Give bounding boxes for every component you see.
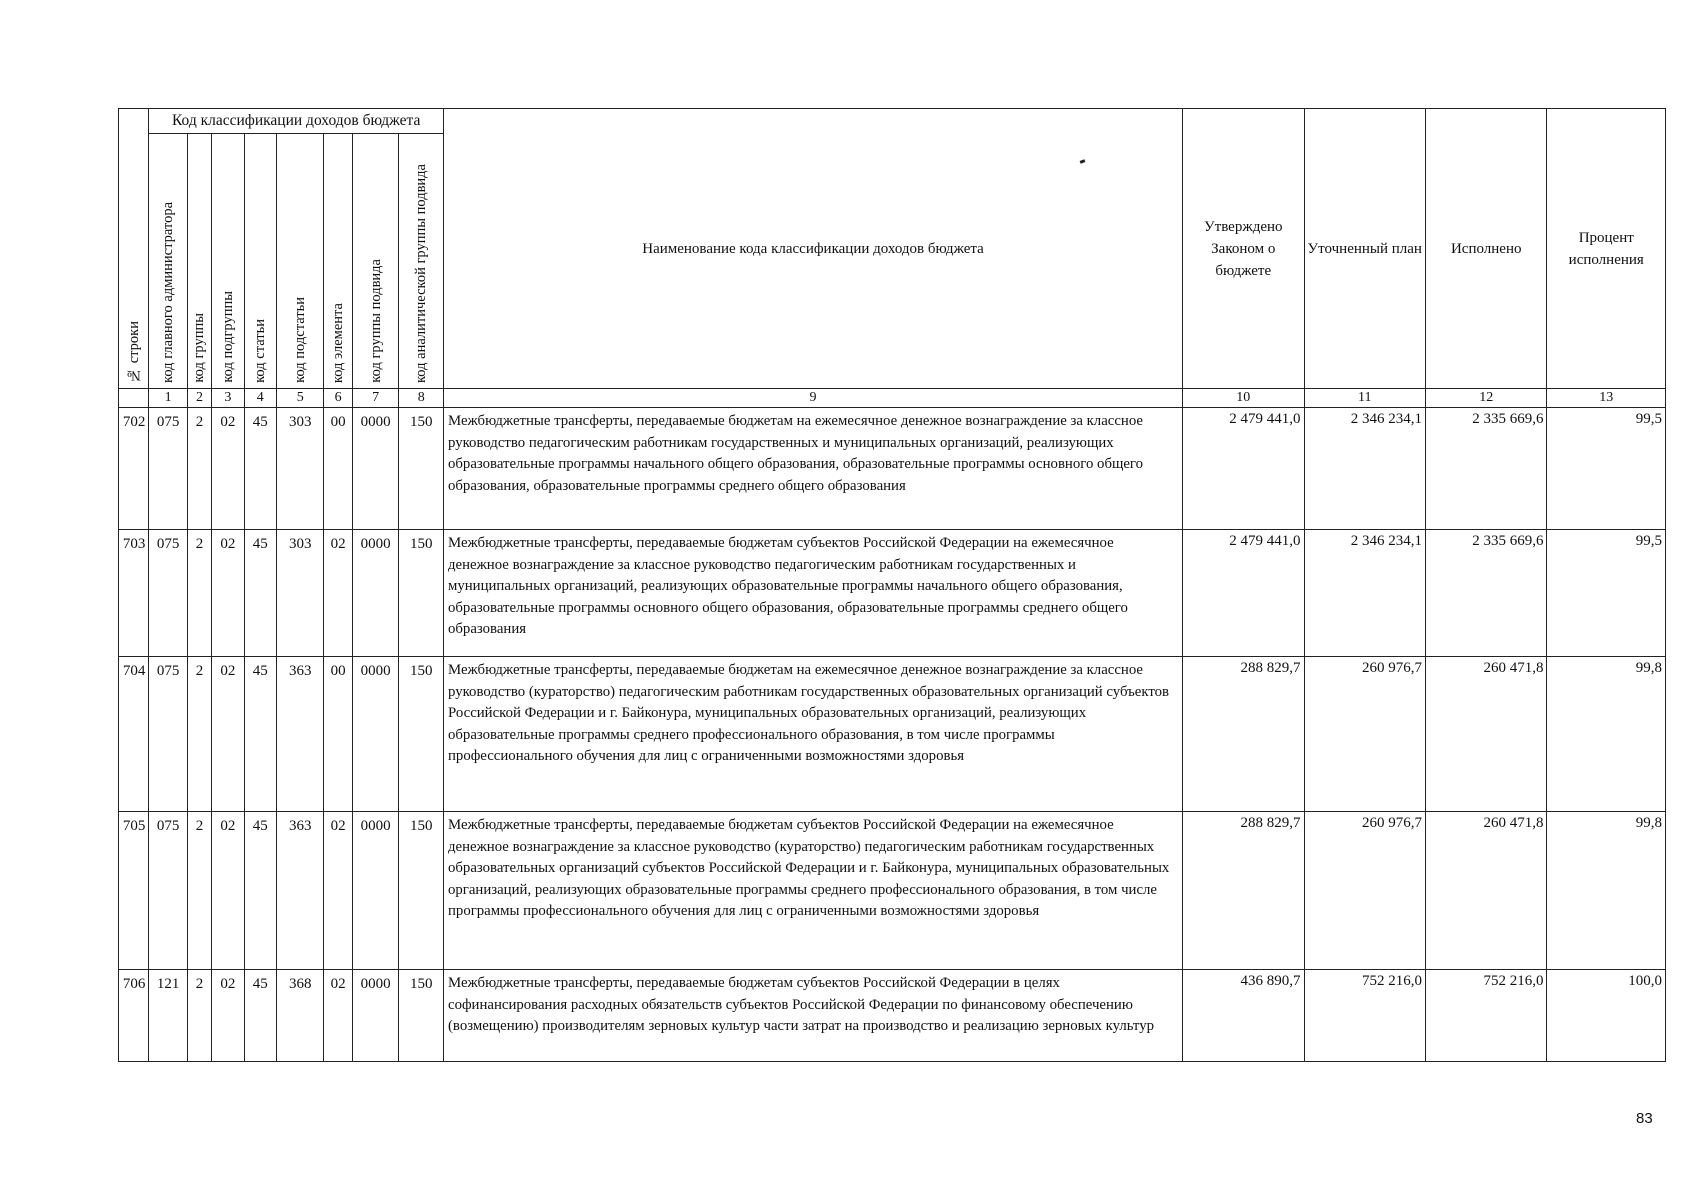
header-executed: Исполнено [1426, 109, 1547, 389]
code-cell: 02 [324, 970, 352, 1062]
column-number: 2 [187, 389, 211, 408]
code-cell: 075 [149, 530, 187, 657]
table-row [119, 408, 1666, 530]
column-number: 3 [212, 389, 244, 408]
executed-value: 2 335 669,6 [1426, 408, 1547, 530]
code-cell: 02 [212, 530, 244, 657]
budget-revenue-table [118, 108, 1666, 1062]
header-code-group-code: код группы [187, 134, 211, 389]
code-cell: 150 [399, 657, 444, 812]
row-number: 704 [119, 657, 149, 812]
code-cell: 303 [276, 408, 324, 530]
row-number: 705 [119, 812, 149, 970]
revenue-name: Межбюджетные трансферты, передаваемые бюджетам субъектов Российской Федерации в целях софинансирования расходных обязательств субъектов Российской Федерации по финансовому обеспечению (возмещению) производителям зерновых культур части затрат на производство и реализацию зерновых культур [444, 970, 1183, 1062]
approved-value: 436 890,7 [1183, 970, 1304, 1062]
column-number [119, 389, 149, 408]
code-cell: 02 [212, 812, 244, 970]
revenue-name: Межбюджетные трансферты, передаваемые бюджетам на ежемесячное денежное вознаграждение за классное руководство педагогическим работникам государственных и муниципальных организаций, реализующих образовательные программы начального общего образования, образовательные программы основного общего образования, образовательные программы среднего общего образования [444, 408, 1183, 530]
page-number: 83 [1636, 1110, 1653, 1127]
code-cell: 0000 [352, 812, 399, 970]
header-percent: Процент исполнения [1547, 109, 1666, 389]
code-cell: 02 [324, 530, 352, 657]
table-row [119, 812, 1666, 970]
header-code-element: код элемента [324, 134, 352, 389]
percent-value: 99,8 [1547, 657, 1666, 812]
code-cell: 2 [187, 530, 211, 657]
percent-value: 99,5 [1547, 530, 1666, 657]
code-cell: 363 [276, 657, 324, 812]
code-cell: 150 [399, 970, 444, 1062]
code-cell: 303 [276, 530, 324, 657]
code-cell: 075 [149, 812, 187, 970]
code-cell: 0000 [352, 657, 399, 812]
column-number: 8 [399, 389, 444, 408]
code-cell: 45 [244, 408, 276, 530]
approved-value: 2 479 441,0 [1183, 530, 1304, 657]
code-cell: 02 [324, 812, 352, 970]
percent-value: 99,8 [1547, 812, 1666, 970]
plan-value: 752 216,0 [1304, 970, 1425, 1062]
revenue-name: Межбюджетные трансферты, передаваемые бюджетам субъектов Российской Федерации на ежемесячное денежное вознаграждение за классное руководство педагогическим работникам государственных и муниципальных организаций, реализующих образовательные программы начального общего образования, образовательные программы основного общего образования, образовательные программы среднего общего образования [444, 530, 1183, 657]
table-row [119, 530, 1666, 657]
row-number: 706 [119, 970, 149, 1062]
header-code-subgroup: код подгруппы [212, 134, 244, 389]
revenue-name: Межбюджетные трансферты, передаваемые бюджетам на ежемесячное денежное вознаграждение за классное руководство (кураторство) педагогическим работникам государственных образовательных организаций субъектов Российской Федерации и г. Байконура, муниципальных образовательных организаций, реализующих образовательные программы среднего профессионального образования, в том числе программы профессионального обучения для лиц с ограниченными возможностями здоровья [444, 657, 1183, 812]
column-number: 7 [352, 389, 399, 408]
column-number: 11 [1304, 389, 1425, 408]
column-number: 1 [149, 389, 187, 408]
code-cell: 075 [149, 408, 187, 530]
executed-value: 260 471,8 [1426, 657, 1547, 812]
code-cell: 00 [324, 657, 352, 812]
code-cell: 2 [187, 408, 211, 530]
code-cell: 02 [212, 408, 244, 530]
executed-value: 752 216,0 [1426, 970, 1547, 1062]
code-cell: 368 [276, 970, 324, 1062]
budget-report-sheet [118, 108, 1666, 1066]
column-number: 6 [324, 389, 352, 408]
approved-value: 288 829,7 [1183, 657, 1304, 812]
code-cell: 2 [187, 970, 211, 1062]
code-cell: 0000 [352, 970, 399, 1062]
approved-value: 288 829,7 [1183, 812, 1304, 970]
code-cell: 2 [187, 812, 211, 970]
approved-value: 2 479 441,0 [1183, 408, 1304, 530]
column-number: 4 [244, 389, 276, 408]
column-number: 10 [1183, 389, 1304, 408]
column-numbers-row [119, 389, 1666, 408]
plan-value: 260 976,7 [1304, 657, 1425, 812]
header-code-subtype-group: код группы подвида [352, 134, 399, 389]
code-cell: 121 [149, 970, 187, 1062]
plan-value: 2 346 234,1 [1304, 530, 1425, 657]
column-number: 13 [1547, 389, 1666, 408]
code-cell: 075 [149, 657, 187, 812]
plan-value: 260 976,7 [1304, 812, 1425, 970]
header-code-admin: код главного администратора [149, 134, 187, 389]
code-cell: 02 [212, 657, 244, 812]
revenue-name: Межбюджетные трансферты, передаваемые бюджетам субъектов Российской Федерации на ежемесячное денежное вознаграждение за классное руководство (кураторство) педагогическим работникам государственных образовательных организаций субъектов Российской Федерации и г. Байконура, муниципальных образовательных организаций, реализующих образовательные программы среднего профессионального образования, в том числе программы профессионального обучения для лиц с ограниченными возможностями здоровья [444, 812, 1183, 970]
executed-value: 2 335 669,6 [1426, 530, 1547, 657]
code-cell: 363 [276, 812, 324, 970]
table-row [119, 657, 1666, 812]
percent-value: 100,0 [1547, 970, 1666, 1062]
column-number: 9 [444, 389, 1183, 408]
header-name: Наименование кода классификации доходов бюджета [444, 109, 1183, 389]
code-cell: 0000 [352, 530, 399, 657]
row-number: 703 [119, 530, 149, 657]
header-plan: Уточненный план [1304, 109, 1425, 389]
executed-value: 260 471,8 [1426, 812, 1547, 970]
code-cell: 02 [212, 970, 244, 1062]
header-code-group: Код классификации доходов бюджета [149, 109, 444, 134]
header-approved: Утверждено Законом о бюджете [1183, 109, 1304, 389]
header-code-article: код статьи [244, 134, 276, 389]
header-code-subarticle: код подстатьи [276, 134, 324, 389]
code-cell: 150 [399, 812, 444, 970]
code-cell: 45 [244, 530, 276, 657]
table-row [119, 970, 1666, 1062]
code-cell: 150 [399, 408, 444, 530]
header-code-analytic-group: код аналитической группы подвида [399, 134, 444, 389]
row-number: 702 [119, 408, 149, 530]
code-cell: 45 [244, 657, 276, 812]
code-cell: 150 [399, 530, 444, 657]
code-cell: 2 [187, 657, 211, 812]
code-cell: 45 [244, 812, 276, 970]
code-cell: 00 [324, 408, 352, 530]
plan-value: 2 346 234,1 [1304, 408, 1425, 530]
code-cell: 0000 [352, 408, 399, 530]
column-number: 12 [1426, 389, 1547, 408]
header-row-number: № строки [119, 109, 149, 389]
column-number: 5 [276, 389, 324, 408]
code-cell: 45 [244, 970, 276, 1062]
percent-value: 99,5 [1547, 408, 1666, 530]
